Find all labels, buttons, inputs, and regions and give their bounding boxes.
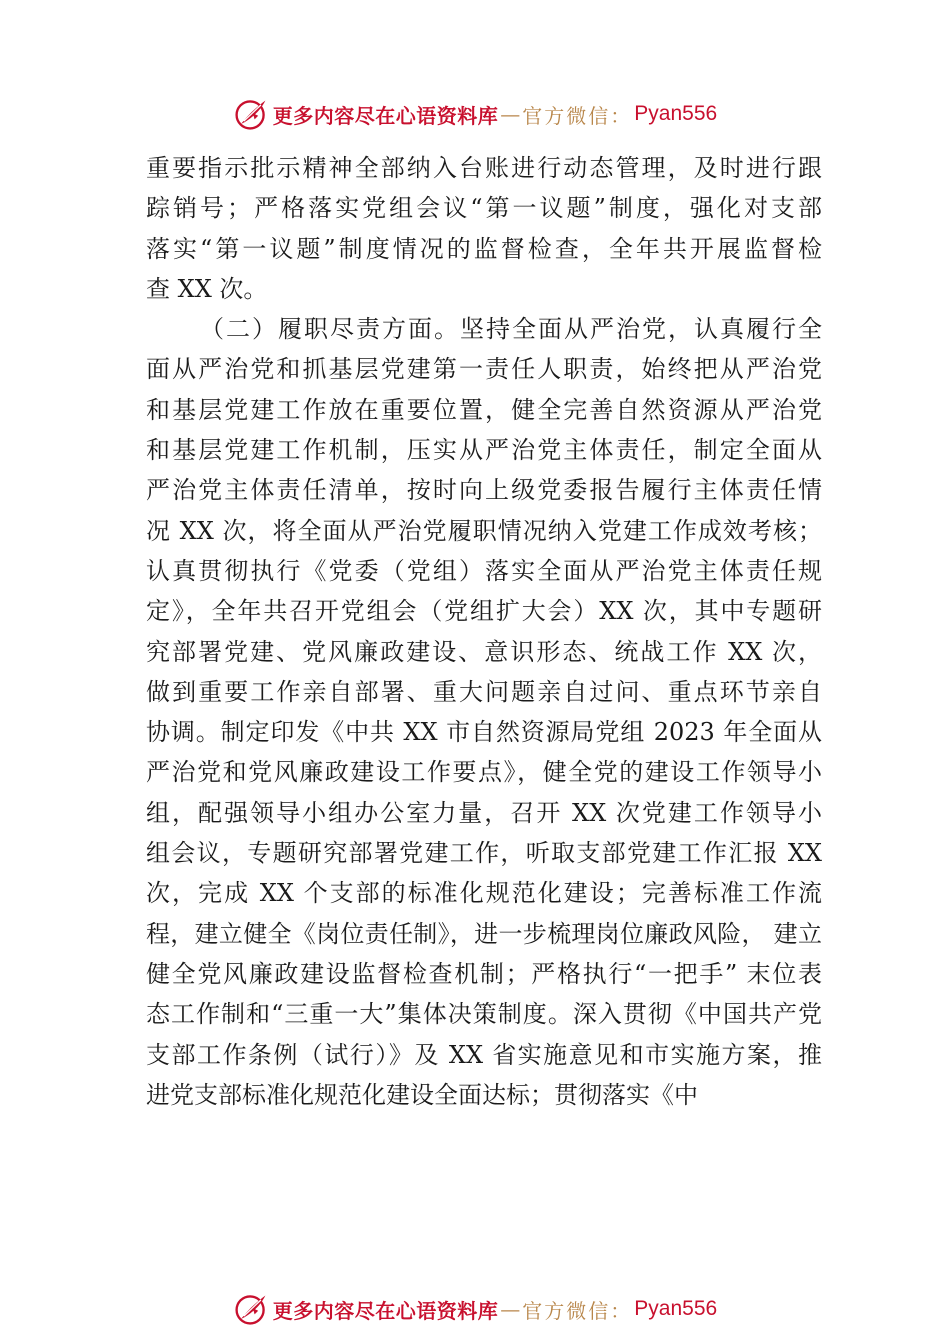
banner-official-label: 官方微信 (522, 103, 611, 128)
banner-colon: ： (610, 1298, 631, 1323)
section-heading-line: （二）履职尽责方面。坚持全面从严治党，认真履行全 (200, 315, 822, 344)
text-line: 支部工作条例（试行）》及 XX 省实施意见和市实施方案，推 (146, 1040, 822, 1069)
text-line: 组会议，专题研究部署党建工作，听取支部党建工作汇报 XX (146, 839, 822, 868)
text-line: 查 XX 次。 (146, 274, 268, 303)
text-line: 程，建立健全《岗位责任制》，进一步梳理岗位廉政风险， 建立 (146, 919, 822, 948)
quill-pen-logo-icon (233, 1291, 269, 1327)
text-line: 做到重要工作亲自部署、重大问题亲自过问、重点环节亲自 (146, 677, 822, 706)
banner-brand-text: 更多内容尽在心语资料库 (272, 103, 499, 128)
banner-brand-text: 更多内容尽在心语资料库 (272, 1298, 499, 1323)
header-banner (0, 94, 950, 134)
text-line: 认真贯彻执行《党委（党组）落实全面从严治党主体责任规 (146, 556, 822, 585)
quill-pen-logo-icon (233, 96, 269, 132)
text-line: 落实“第一议题”制度情况的监督检查，全年共开展监督检 (146, 234, 822, 263)
text-line: 和基层党建工作机制，压实从严治党主体责任，制定全面从 (146, 436, 822, 465)
footer-banner (0, 1289, 950, 1329)
text-line: 协调。制定印发《中共 XX 市自然资源局党组 2023 年全面从 (146, 718, 822, 747)
text-line: 重要指示批示精神全部纳入台账进行动态管理，及时进行跟 (146, 154, 822, 182)
text-line: 组，配强领导小组办公室力量，召开 XX 次党建工作领导小 (146, 798, 822, 827)
banner-wechat-id: Pyan556 (634, 102, 718, 125)
banner-separator: — (500, 102, 521, 126)
text-line: 究部署党建、党风廉政建设、意识形态、统战工作 XX 次， (146, 637, 822, 666)
text-line: 况 XX 次，将全面从严治党履职情况纳入党建工作成效考核； (146, 516, 822, 545)
text-line: 定》，全年共召开党组会（党组扩大会）XX 次，其中专题研 (146, 597, 822, 626)
text-line: 和基层党建工作放在重要位置，健全完善自然资源从严治党 (146, 395, 822, 424)
banner-separator: — (500, 1297, 521, 1321)
text-line: 面从严治党和抓基层党建第一责任人职责，始终把从严治党 (146, 355, 822, 384)
text-line: 次，完成 XX 个支部的标准化规范化建设；完善标准工作流 (146, 879, 822, 908)
document-body (146, 148, 822, 1115)
text-line: 进党支部标准化规范化建设全面达标；贯彻落实《中 (146, 1080, 698, 1109)
text-line: 态工作制和“三重一大”集体决策制度。深入贯彻《中国共产党 (146, 1000, 822, 1029)
banner-official-label: 官方微信 (522, 1298, 611, 1323)
text-line: 严治党主体责任清单，按时向上级党委报告履行主体责任情 (146, 476, 822, 505)
text-line: 严治党和党风廉政建设工作要点》，健全党的建设工作领导小 (146, 758, 822, 787)
banner-colon: ： (610, 103, 631, 128)
text-line: 踪销号；严格落实党组会议“第一议题”制度，强化对支部 (146, 194, 822, 223)
banner-wechat-id: Pyan556 (634, 1297, 718, 1320)
text-line: 健全党风廉政建设监督检查机制；严格执行“一把手” 末位表 (146, 959, 822, 988)
